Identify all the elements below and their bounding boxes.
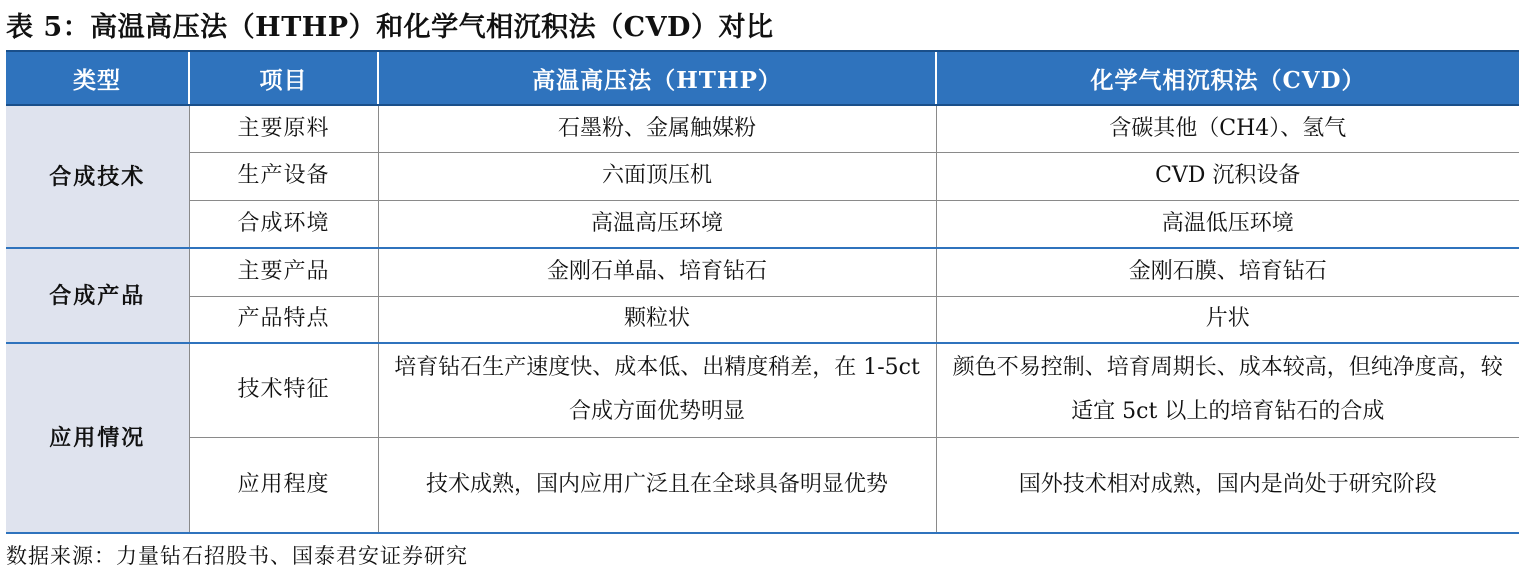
- cvd-cell: 金刚石膜、培育钻石: [936, 248, 1519, 296]
- comparison-table: [6, 50, 1519, 534]
- category-application: 应用情况: [6, 343, 189, 533]
- table-row: [6, 152, 1519, 200]
- item-cell: 主要原料: [189, 105, 378, 152]
- hthp-cell: 高温高压环境: [378, 200, 936, 248]
- item-cell: 合成环境: [189, 200, 378, 248]
- hthp-cell: 颗粒状: [378, 296, 936, 343]
- cvd-cell: 片状: [936, 296, 1519, 343]
- cvd-cell: 含碳其他（CH4）、氢气: [936, 105, 1519, 152]
- table-header-row: [6, 51, 1519, 105]
- item-cell: 主要产品: [189, 248, 378, 296]
- hthp-cell: 技术成熟，国内应用广泛且在全球具备明显优势: [378, 437, 936, 533]
- table-row: [6, 200, 1519, 248]
- item-cell: 生产设备: [189, 152, 378, 200]
- header-hthp: 高温高压法（HTHP）: [378, 51, 936, 105]
- hthp-cell: 石墨粉、金属触媒粉: [378, 105, 936, 152]
- cvd-cell: 颜色不易控制、培育周期长、成本较高，但纯净度高，较适宜 5ct 以上的培育钻石的合成: [936, 343, 1519, 437]
- item-cell: 技术特征: [189, 343, 378, 437]
- item-cell: 应用程度: [189, 437, 378, 533]
- header-item: 项目: [189, 51, 378, 105]
- cvd-cell: 国外技术相对成熟，国内是尚处于研究阶段: [936, 437, 1519, 533]
- header-cvd: 化学气相沉积法（CVD）: [936, 51, 1519, 105]
- hthp-cell: 金刚石单晶、培育钻石: [378, 248, 936, 296]
- table-row: [6, 105, 1519, 152]
- table-row: [6, 343, 1519, 437]
- category-synthesis-product: 合成产品: [6, 248, 189, 343]
- table-row: [6, 248, 1519, 296]
- cvd-cell: CVD 沉积设备: [936, 152, 1519, 200]
- comparison-table-wrapper: [6, 50, 1519, 534]
- header-type: 类型: [6, 51, 189, 105]
- table-title: 表 5：高温高压法（HTHP）和化学气相沉积法（CVD）对比: [6, 12, 774, 43]
- item-cell: 产品特点: [189, 296, 378, 343]
- category-synthesis-tech: 合成技术: [6, 105, 189, 248]
- table-row: [6, 296, 1519, 343]
- table-row: [6, 437, 1519, 533]
- hthp-cell: 六面顶压机: [378, 152, 936, 200]
- cvd-cell: 高温低压环境: [936, 200, 1519, 248]
- hthp-cell: 培育钻石生产速度快、成本低、出精度稍差，在 1-5ct 合成方面优势明显: [378, 343, 936, 437]
- data-source-note: 数据来源：力量钻石招股书、国泰君安证券研究: [6, 544, 468, 568]
